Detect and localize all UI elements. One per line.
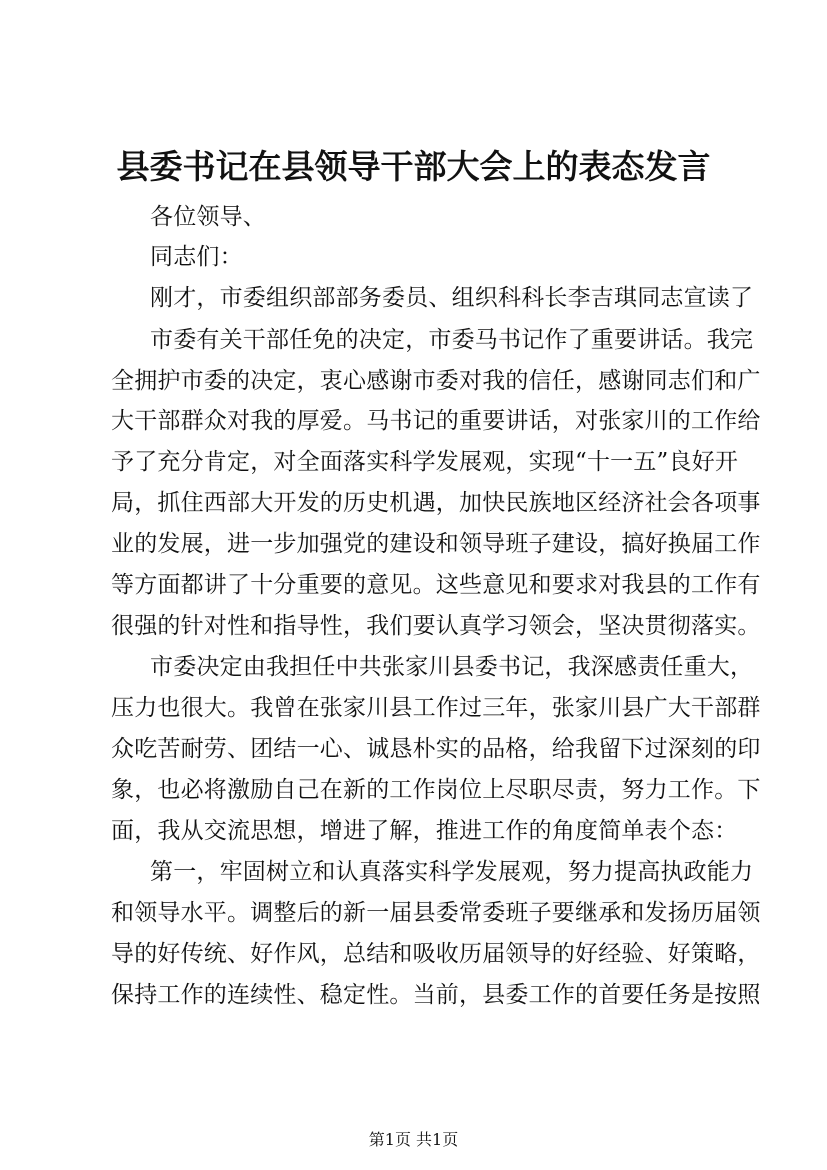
body-line: 市委有关干部任免的决定，市委马书记作了重要讲话。我完	[150, 327, 754, 353]
body-line: 全拥护市委的决定，衷心感谢市委对我的信任，感谢同志们和广	[111, 368, 761, 394]
salutation-line-1: 各位领导、	[150, 204, 266, 230]
body-line: 和领导水平。调整后的新一届县委常委班子要继承和发扬历届领	[111, 900, 761, 926]
document-title: 县委书记在县领导干部大会上的表态发言	[116, 147, 711, 186]
body-line: 大干部群众对我的厚爱。马书记的重要讲话，对张家川的工作给	[111, 408, 761, 434]
body-line: 导的好传统、好作风，总结和吸收历届领导的好经验、好策略，	[111, 941, 761, 967]
body-line: 市委决定由我担任中共张家川县委书记，我深感责任重大，	[150, 654, 754, 680]
body-line: 第一，牢固树立和认真落实科学发展观，努力提高执政能力	[150, 859, 754, 885]
body-line: 压力也很大。我曾在张家川县工作过三年，张家川县广大干部群	[111, 695, 761, 721]
body-line: 予了充分肯定，对全面落实科学发展观，实现“十一五”良好开	[111, 449, 739, 475]
body-line: 象，也必将激励自己在新的工作岗位上尽职尽责，努力工作。下	[111, 777, 761, 803]
body-line: 局，抓住西部大开发的历史机遇，加快民族地区经济社会各项事	[111, 490, 761, 516]
body-line: 众吃苦耐劳、团结一心、诚恳朴实的品格，给我留下过深刻的印	[111, 736, 761, 762]
page-number-footer: 第1页 共1页	[368, 1130, 459, 1149]
body-line: 刚才，市委组织部部务委员、组织科科长李吉琪同志宣读了	[150, 285, 754, 311]
body-line: 很强的针对性和指导性，我们要认真学习领会，坚决贯彻落实。	[111, 613, 761, 639]
body-line: 保持工作的连续性、稳定性。当前，县委工作的首要任务是按照	[111, 982, 761, 1008]
salutation-line-2: 同志们：	[150, 244, 243, 270]
body-line: 等方面都讲了十分重要的意见。这些意见和要求对我县的工作有	[111, 572, 761, 598]
body-line: 面，我从交流思想，增进了解，推进工作的角度简单表个态：	[111, 818, 738, 844]
body-line: 业的发展，进一步加强党的建设和领导班子建设，搞好换届工作	[111, 531, 761, 557]
